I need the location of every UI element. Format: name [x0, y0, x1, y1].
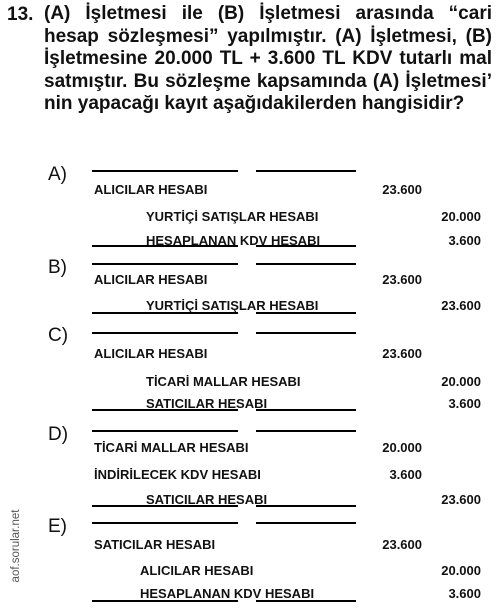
journal-bottom-rule [256, 600, 356, 602]
debit-account: İNDİRİLECEK KDV HESABI [94, 467, 261, 482]
journal-bottom-rule [92, 600, 238, 602]
credit-amount: 3.600 [448, 586, 481, 601]
question-number: 13. [7, 4, 34, 25]
journal-bottom-rule [92, 409, 238, 411]
journal-top-rule [92, 263, 238, 265]
credit-amount: 23.600 [441, 492, 481, 507]
credit-account: SATICILAR HESABI [146, 492, 268, 507]
debit-account: ALICILAR HESABI [94, 272, 208, 287]
debit-amount: 23.600 [382, 537, 422, 552]
site-watermark: aof.sorular.net [10, 509, 22, 583]
credit-amount: 20.000 [441, 563, 481, 578]
journal-bottom-rule [256, 409, 356, 411]
journal-top-rule [92, 332, 238, 334]
journal-bottom-rule [256, 505, 356, 507]
journal-bottom-rule [256, 245, 356, 247]
option-letter: C) [48, 325, 69, 346]
journal-bottom-rule [92, 505, 238, 507]
debit-amount: 20.000 [382, 440, 422, 455]
debit-amount: 23.600 [382, 182, 422, 197]
debit-account: TİCARİ MALLAR HESABI [94, 440, 249, 455]
question-text: (A) İşletmesi ile (B) İşletmesi arasında “cari hesap sözleşmesi” yapılmıştır. (A) İşletmesi, (B) İşletmesine 20.000 TL + 3.600 TL KDV tutarlı mal satmıştır. Bu sözleşme kapsamında (A) İşletmesi’ nin yapacağı kayıt aşağıdakilerden hangisidir? [44, 3, 492, 114]
debit-account: ALICILAR HESABI [94, 346, 208, 361]
credit-amount: 23.600 [441, 298, 481, 313]
option-letter: E) [48, 516, 67, 537]
journal-top-rule [256, 522, 356, 524]
journal-top-rule [92, 522, 238, 524]
journal-bottom-rule [256, 312, 356, 314]
credit-amount: 20.000 [441, 209, 481, 224]
credit-amount: 20.000 [441, 374, 481, 389]
credit-account: TİCARİ MALLAR HESABI [146, 374, 301, 389]
debit-amount: 23.600 [382, 272, 422, 287]
journal-top-rule [256, 430, 356, 432]
journal-bottom-rule [92, 245, 238, 247]
credit-account: SATICILAR HESABI [146, 396, 268, 411]
credit-account: ALICILAR HESABI [140, 563, 254, 578]
journal-top-rule [92, 430, 238, 432]
debit-amount: 3.600 [389, 467, 422, 482]
credit-account: YURTİÇİ SATIŞLAR HESABI [146, 209, 319, 224]
option-letter: A) [48, 164, 67, 185]
credit-account: HESAPLANAN KDV HESABI [140, 586, 315, 601]
journal-top-rule [256, 263, 356, 265]
debit-amount: 23.600 [382, 346, 422, 361]
credit-amount: 3.600 [448, 233, 481, 248]
debit-account: ALICILAR HESABI [94, 182, 208, 197]
credit-amount: 3.600 [448, 396, 481, 411]
journal-top-rule [92, 170, 238, 172]
credit-account: YURTİÇİ SATIŞLAR HESABI [146, 298, 319, 313]
credit-account: HESAPLANAN KDV HESABI [146, 233, 321, 248]
option-letter: D) [48, 424, 69, 445]
option-letter: B) [48, 257, 67, 278]
journal-top-rule [256, 332, 356, 334]
debit-account: SATICILAR HESABI [94, 537, 216, 552]
journal-top-rule [256, 170, 356, 172]
journal-bottom-rule [92, 312, 238, 314]
